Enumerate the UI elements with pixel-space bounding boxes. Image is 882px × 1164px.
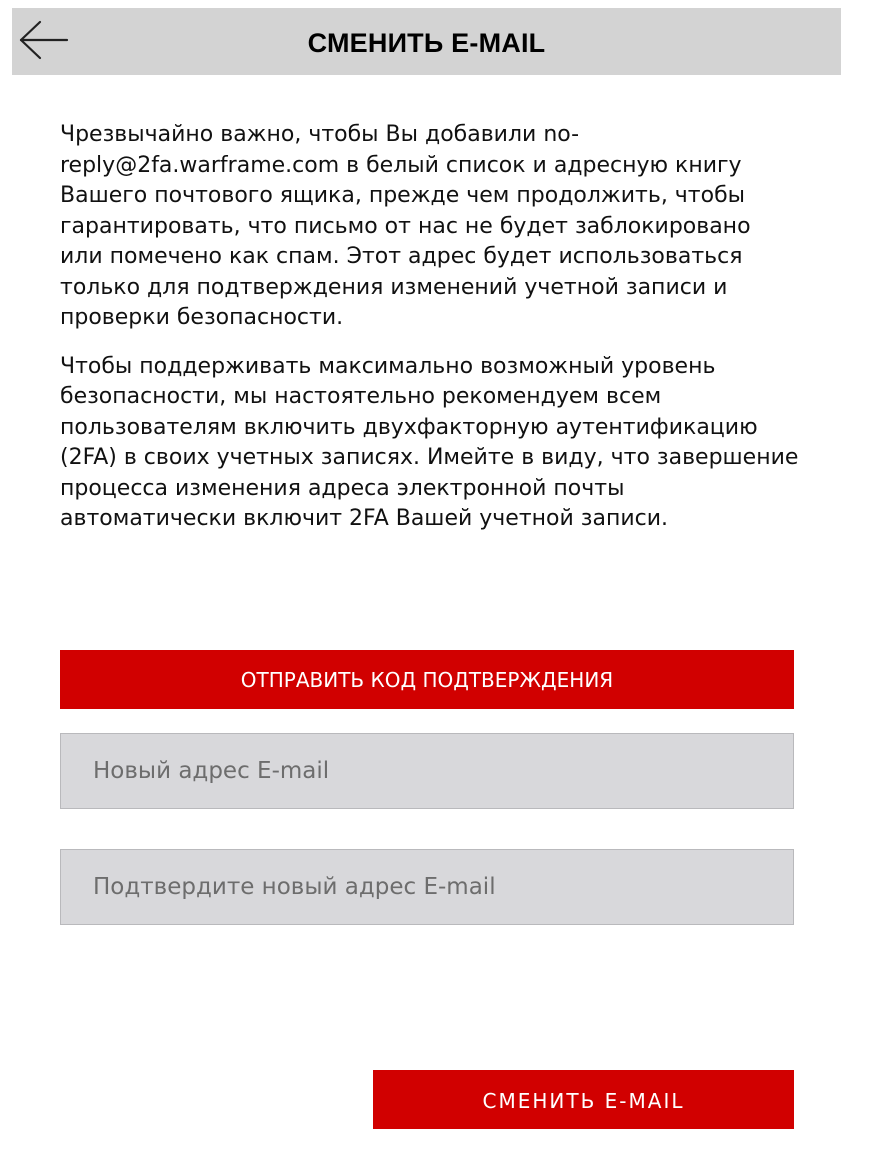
- confirm-email-input[interactable]: [60, 849, 794, 925]
- 2fa-notice-paragraph: Чтобы поддерживать максимально возможный уровень безопасности, мы настоятельно рекомендуем всем пользователям включить двухфакторную аутентификацию (2FA) в своих учетных записях. Имейте в виду, что завершение процесса изменения адреса электронной почты автоматически включит 2FA Вашей учетной записи.: [60, 353, 799, 531]
- send-verification-code-button[interactable]: ОТПРАВИТЬ КОД ПОДТВЕРЖДЕНИЯ: [60, 650, 794, 709]
- info-text-block: [60, 120, 800, 553]
- page-title: СМЕНИТЬ E-MAIL: [307, 28, 546, 58]
- whitelist-notice-paragraph: Чрезвычайно важно, чтобы Вы добавили no-reply@2fa.warframe.com в белый список и адресную книгу Вашего почтового ящика, прежде чем продолжить, чтобы гарантировать, что письмо от нас не будет заблокировано или помечено как спам. Этот адрес будет использоваться только для подтверждения изменений учетной записи и проверки безопасности.: [60, 122, 751, 330]
- new-email-input[interactable]: [60, 733, 794, 809]
- change-email-button[interactable]: СМЕНИТЬ E-MAIL: [373, 1070, 794, 1129]
- header-bar: [12, 8, 841, 75]
